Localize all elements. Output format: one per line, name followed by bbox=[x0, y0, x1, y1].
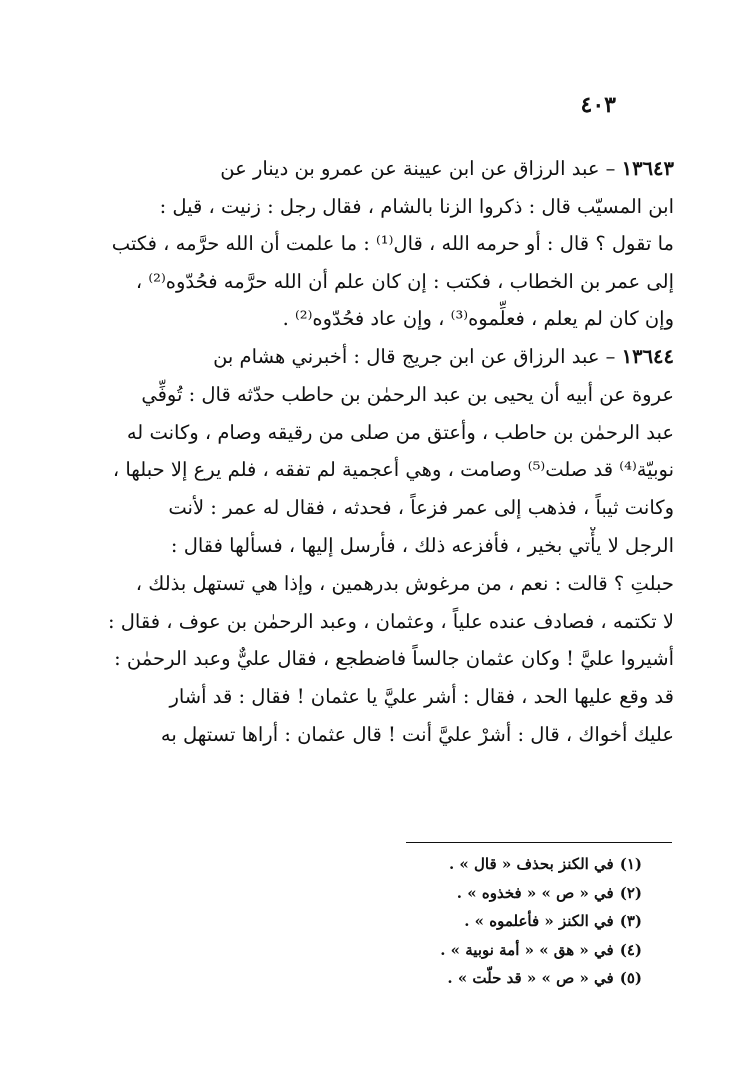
text-line: لا تكتمه ، فصادف عنده علياً ، وعثمان ، وعبد الرحمٰن بن عوف ، فقال : bbox=[107, 609, 674, 633]
footnote-text: في الكنز « فأعلموه » . bbox=[464, 912, 614, 930]
text-line: وإن كان لم يعلم ، فعلِّموه⁽³⁾ ، وإن عاد فحُدّوه⁽²⁾ . bbox=[282, 307, 674, 330]
text-line: ما تقول ؟ قال : أو حرمه الله ، قال⁽¹⁾ : ما علمت أن الله حرَّمه ، فكتب bbox=[111, 232, 674, 255]
footnote-number: (٣) bbox=[619, 912, 642, 930]
text-line: وكانت ثيباً ، فذهب إلى عمر فزعاً ، فحدثه ، فقال له عمر : لأنت bbox=[168, 496, 674, 520]
footnote bbox=[242, 879, 642, 908]
footnote bbox=[242, 850, 642, 879]
text-line bbox=[88, 338, 674, 376]
text-line bbox=[88, 150, 674, 188]
line-text: – عبد الرزاق عن ابن جريج قال : أخبرني هشام بن bbox=[213, 345, 616, 368]
footnote-divider bbox=[406, 842, 672, 843]
line-text: – عبد الرزاق عن ابن عيينة عن عمرو بن دينار عن bbox=[220, 157, 616, 180]
page-number: ٤٠٣ bbox=[580, 92, 616, 118]
text-line: حبلتِ ؟ قالت : نعم ، من مرغوش بدرهمين ، وإذا هي تستهل بذلك ، bbox=[135, 571, 674, 595]
text-line: عروة عن أبيه أن يحيى بن عبد الرحمٰن بن حاطب حدّثه قال : تُوفِّي bbox=[141, 382, 674, 406]
footnote-text: في « هق » « أمة نوبية » . bbox=[440, 940, 614, 959]
footnote-number: (٥) bbox=[619, 969, 642, 987]
text-line: إلى عمر بن الخطاب ، فكتب : إن كان علم أن الله حرَّمه فحُدّوه⁽²⁾ ، bbox=[135, 269, 674, 293]
footnote-text: في « ص » « قد حلّت » . bbox=[447, 969, 614, 987]
text-line: أشيروا عليَّ ! وكان عثمان جالساً فاضطجع ، فقال عليٌّ وعبد الرحمٰن : bbox=[114, 647, 674, 671]
footnote-text: في الكنز بحذف « قال » . bbox=[448, 855, 614, 873]
text-line: ابن المسيّب قال : ذكروا الزنا بالشام ، فقال رجل : زنيت ، قيل : bbox=[159, 194, 674, 218]
footnote-text: في « ص » « فخذوه » . bbox=[456, 883, 614, 902]
text-line: الرجل لا يأْتي بخير ، فأفزعه ذلك ، فأرسل إليها ، فسألها فقال : bbox=[170, 533, 674, 557]
footnote bbox=[242, 964, 642, 993]
text-line: قد وقع عليها الحد ، فقال : أشر عليَّ يا عثمان ! فقال : قد أشار bbox=[169, 685, 674, 709]
footnotes bbox=[242, 850, 642, 993]
text-line: نوبيّة⁽⁴⁾ قد صلت⁽⁵⁾ وصامت ، وهي أعجمية لم تفقه ، فلم يرع إلا حبلها ، bbox=[112, 458, 674, 482]
text-line: عليك أخواك ، قال : أشرْ عليَّ أنت ! قال عثمان : أراها تستهل به bbox=[160, 722, 674, 746]
text-line: عبد الرحمٰن بن حاطب ، وأعتق من صلى من رقيقه وصام ، وكانت له bbox=[126, 420, 674, 444]
hadith-number: ١٣٦٤٤ bbox=[621, 345, 674, 368]
footnote-number: (١) bbox=[619, 855, 642, 873]
footnote-number: (٢) bbox=[619, 883, 642, 902]
footnote bbox=[242, 907, 642, 936]
footnote-number: (٤) bbox=[619, 940, 642, 959]
hadith-13644 bbox=[88, 338, 674, 754]
hadith-13643 bbox=[88, 150, 674, 338]
hadith-number: ١٣٦٤٣ bbox=[621, 157, 674, 180]
footnote bbox=[242, 936, 642, 965]
